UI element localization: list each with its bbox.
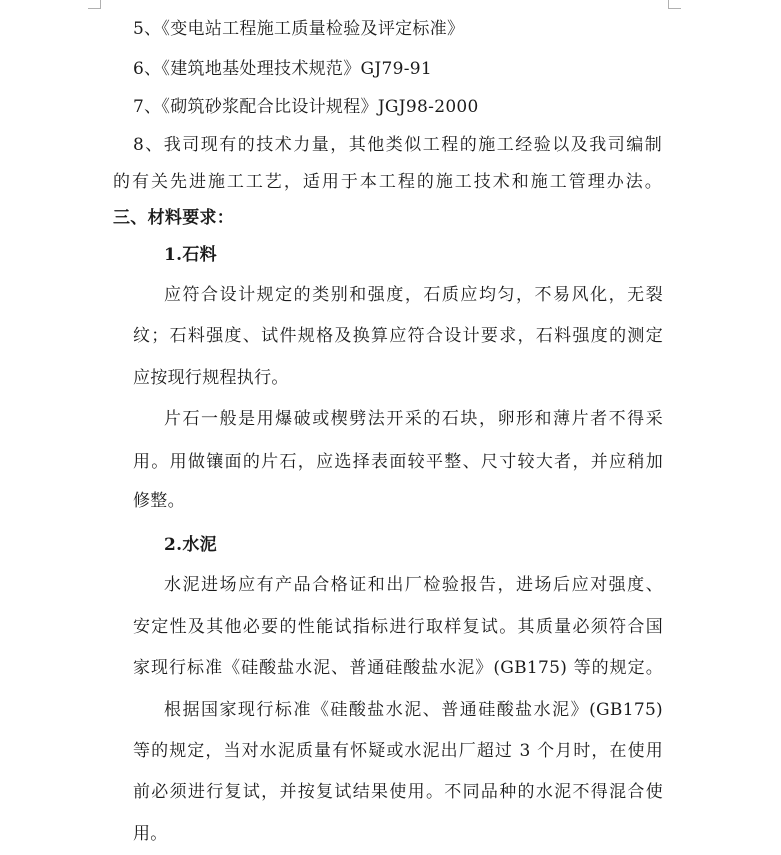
cement-p2-line-1: 根据国家现行标准《硅酸盐水泥、普通硅酸盐水泥》(GB175): [164, 700, 663, 720]
cement-p2-line-2: 等的规定，当对水泥质量有怀疑或水泥出厂超过 3 个月时，在使用: [133, 741, 663, 761]
stone-p1-line-1: 应符合设计规定的类别和强度，石质应均匀，不易风化，无裂: [164, 285, 663, 305]
stone-p2-line-1: 片石一般是用爆破或楔劈法开采的石块，卵形和薄片者不得采: [164, 409, 663, 429]
stone-p1-line-2: 纹；石料强度、试件规格及换算应符合设计要求，石料强度的测定: [133, 326, 663, 346]
subsection-title-stone: 1.石料: [164, 245, 217, 265]
cement-p1-line-3: 家现行标准《硅酸盐水泥、普通硅酸盐水泥》(GB175) 等的规定。: [133, 658, 663, 678]
stone-p2-line-2: 用。用做镶面的片石，应选择表面较平整、尺寸较大者，并应稍加: [133, 452, 663, 472]
cement-p1-line-1: 水泥进场应有产品合格证和出厂检验报告，进场后应对强度、: [164, 575, 663, 595]
cement-p1-line-2: 安定性及其他必要的性能试指标进行取样复试。其质量必须符合国: [133, 617, 663, 637]
reference-item-7: 7、《砌筑砂浆配合比设计规程》JGJ98-2000: [133, 97, 479, 117]
cement-p2-line-4: 用。: [133, 824, 168, 844]
page-corner-mark-left: [88, 0, 101, 9]
item-8-line-2: 的有关先进施工工艺，适用于本工程的施工技术和施工管理办法。: [113, 172, 662, 192]
reference-item-6: 6、《建筑地基处理技术规范》GJ79-91: [133, 59, 433, 79]
cement-p2-line-3: 前必须进行复试，并按复试结果使用。不同品种的水泥不得混合使: [133, 782, 663, 802]
reference-item-5: 5、《变电站工程施工质量检验及评定标准》: [133, 19, 465, 39]
subsection-title-cement: 2.水泥: [164, 535, 217, 555]
page-corner-mark-right: [668, 0, 681, 9]
stone-p2-line-3: 修整。: [133, 491, 185, 511]
item-8-line-1: 8、我司现有的技术力量，其他类似工程的施工经验以及我司编制: [133, 135, 662, 155]
section-heading-materials: 三、材料要求：: [113, 208, 235, 228]
stone-p1-line-3: 应按现行规程执行。: [133, 368, 289, 388]
